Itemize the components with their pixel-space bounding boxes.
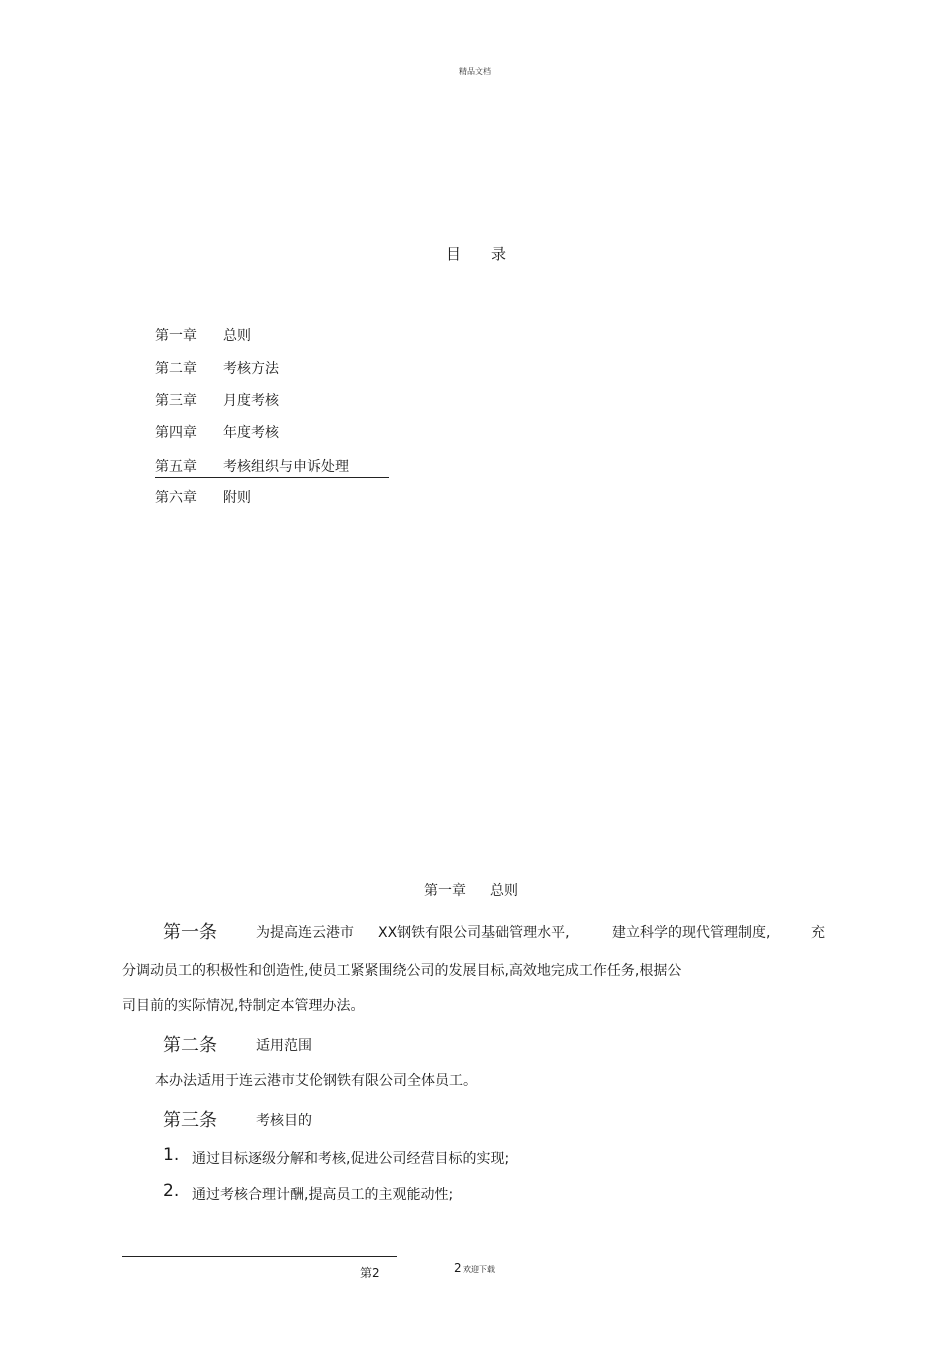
article1-text-seg3: 建立科学的现代管理制度, [612, 925, 771, 941]
article1-text-line3: 司目前的实际情况,特制定本管理办法。 [122, 998, 365, 1014]
toc-chapter-label: 第二章 [155, 361, 197, 377]
toc-chapter-label: 第六章 [155, 490, 197, 506]
toc-item [155, 456, 389, 478]
article3-label: 第三条 [163, 1110, 217, 1131]
article2-text: 本办法适用于连云港市艾伦钢铁有限公司全体员工。 [155, 1073, 477, 1089]
list-item-number: 1. [163, 1145, 180, 1165]
toc-chapter-title: 考核组织与申诉处理 [223, 459, 349, 475]
article1-text-line2: 分调动员工的积极性和创造性,使员工紧紧围绕公司的发展目标,高效地完成工作任务,根据公 [122, 963, 682, 979]
footer-download-note: 欢迎下载 [463, 1265, 495, 1274]
article1-text-seg4: 充 [811, 925, 825, 941]
article1-text-seg2: XX钢铁有限公司基础管理水平, [378, 925, 570, 941]
footer-page-number: 第2 [360, 1266, 380, 1280]
article3-title: 考核目的 [256, 1113, 312, 1129]
article2-title: 适用范围 [256, 1038, 312, 1054]
article1-label: 第一条 [163, 922, 217, 943]
chapter-title: 总则 [490, 883, 518, 899]
list-item-text: 通过考核合理计酬,提高员工的主观能动性; [192, 1187, 454, 1203]
chapter-label: 第一章 [424, 883, 466, 899]
toc-chapter-title: 附则 [223, 490, 251, 506]
article2-label: 第二条 [163, 1035, 217, 1056]
toc-item [155, 358, 279, 378]
toc-chapter-label: 第四章 [155, 425, 197, 441]
toc-item [155, 422, 279, 442]
toc-item [155, 390, 279, 410]
toc-chapter-title: 年度考核 [223, 425, 279, 441]
footer-rule [122, 1256, 397, 1257]
header-watermark: 精品文档 [459, 67, 491, 76]
article1-text-seg1: 为提高连云港市 [256, 925, 354, 941]
list-item-text: 通过目标逐级分解和考核,促进公司经营目标的实现; [192, 1151, 510, 1167]
toc-item [155, 325, 251, 345]
toc-chapter-label: 第五章 [155, 459, 197, 475]
toc-chapter-title: 总则 [223, 328, 251, 344]
toc-chapter-title: 考核方法 [223, 361, 279, 377]
footer-page-number-secondary: 2 [454, 1261, 462, 1275]
toc-title: 目录 [446, 245, 537, 263]
toc-chapter-label: 第三章 [155, 393, 197, 409]
list-item-number: 2. [163, 1181, 180, 1201]
toc-chapter-label: 第一章 [155, 328, 197, 344]
toc-chapter-title: 月度考核 [223, 393, 279, 409]
toc-item [155, 487, 251, 507]
chapter-heading [424, 880, 518, 900]
